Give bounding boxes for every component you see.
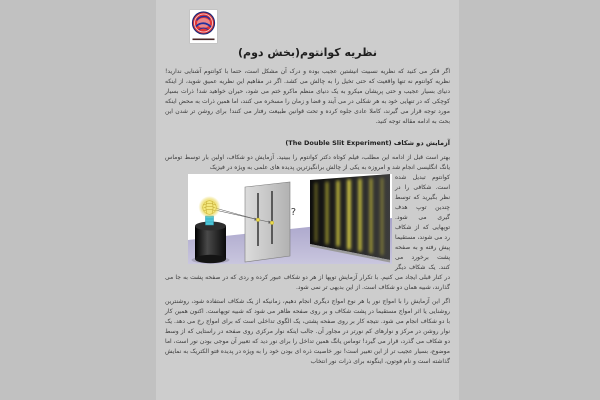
lamp-base-cylinder xyxy=(195,226,226,259)
logo-emblem-icon xyxy=(190,10,217,43)
slit-hit-dot-left xyxy=(256,218,260,222)
experiment-paragraph-wrap: کوانتوم تبدیل شده است. شکافی را در نظر بگیرید که توسط چندین توپ هدف گیری می شود. توپهایی که از شکاف رد می شوند، مستقیما پیش رفته و به صفحه پشت برخورد می کنند. یک شکاف دیگر در کنار قبلی ایجاد می کنیم. با تکرار آزمایش توپها از هر دو شکاف عبور کرده و ردی که در صفحه پشت به جا می گذارند، شبیه همان دو شکاف است. از این بدیهی تر نمی شود. xyxy=(165,174,450,291)
question-mark: ? xyxy=(290,207,296,218)
waves-paragraph: اگر این آزمایش را با امواج نور یا هر نوع امواج دیگری انجام دهیم، زمانیکه از یک شکاف استفاده شود، روشنترین روشنایی یا اثر امواج مستقیما در پشت شکاف و بر روی صفحه ظاهر می شود که شبیه توپهاست. اکنون همین کار با دو شکاف انجام می شود. نتیجه کار بر روی صفحه پشتی، یک الگوی تداخلی است که برای امواج رخ می دهد. یک نوار روشن در مرکز و نوارهای کم نورتر در مجاور آن. جالب اینکه نوار مرکزی روی صفحه در راستایی که از وسط دو شکاف می گذرد، قرار می گیرد! توماس یانگ همین تداخل را برای نور دید که تعبیر آن موجی بودن نور است، اما موضوع، بسیار عجیب تر از این تعبیر است! نور خاصیت ذره ای بودن خود را به ویژه در پدیده فتو الکتریک به نمایش گذاشته است و نام فوتون، اینگونه برای ذرات نور انتخاب xyxy=(165,298,450,365)
site-logo xyxy=(190,10,217,43)
double-slit-figure xyxy=(188,174,392,264)
experiment-paragraph-intro: بهتر است قبل از ادامه این مطلب، فیلم کوتاه دکتر کوانتوم را ببینید. آزمایش دو شکاف، اولین بار توسط توماس یانگ انگلیسی انجام شد و امروزه به یکی از چالش برانگیزترین پدیده های علمی به ویژه در فیزیک xyxy=(165,154,450,171)
slit-hit-dot-right xyxy=(270,221,274,225)
light-bulb-icon xyxy=(203,201,217,215)
section-heading: آزمایش دو شکاف (The Double Slit Experiment) xyxy=(285,139,450,147)
interference-fringes xyxy=(316,179,382,254)
article-page xyxy=(156,0,459,400)
page-title: نظریه کوانتوم(بخش دوم) xyxy=(238,46,377,59)
intro-paragraph: اگر فکر می کنید که نظریه نسبیت انیشتین عجیب بوده و درک آن مشکل است، حتما با کوانتوم آشنایی ندارید! نظریه کوانتوم نه تنها واقعیت که حتی تخیل را به چالش می کشد. اگر در مفاهیم این نظریه عمیق شوید، از اینکه دنیای بسیار عجیب و حتی پریشان میکرو به یک دنیای منظم ماکرو ختم می شود، حیران خواهید شد! ذرات بسیار کوچکی که در تنهایی خود به هر شکلی در می آیند و فضا و زمان را مسخره می کنند، اما همین ذرات به محض اینکه مورد توجه قرار می گیرند، کاملا عادی جلوه کرده و تحت قوانین طبیعت رفتار می کنند! برای روشن تر شدن این بحث به ادامه مقاله توجه کنید. xyxy=(165,68,450,125)
logo-caption-bar xyxy=(193,39,215,41)
slit-panel-icon xyxy=(245,182,290,262)
